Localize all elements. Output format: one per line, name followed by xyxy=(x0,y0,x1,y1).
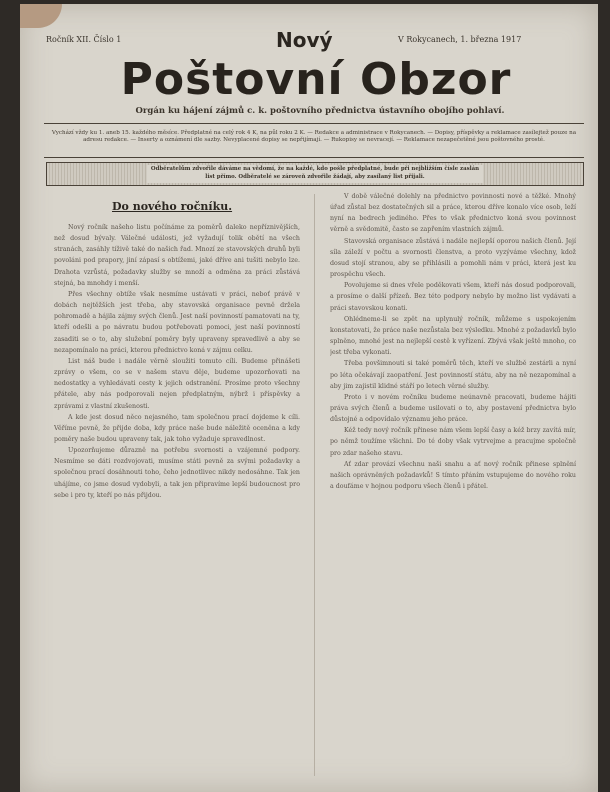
right-column xyxy=(330,191,576,783)
newspaper-title: Poštovní Obzor xyxy=(120,54,512,105)
page-corner-fold xyxy=(20,4,62,28)
masthead-novy: Nový xyxy=(276,28,333,52)
paragraph: Ohlédneme-li se zpět na uplynulý ročník, můžeme s uspokojením konstatovati, že práce naše nezůstala bez výsledku. Mnohé z požadavků bylo splněno, mnohé jest na nejlepší cestě k vyřízení. Zbývá však ještě mnoho, co jest třeba vykonati. xyxy=(330,315,576,357)
paragraph: A kde jest dosud něco nejasného, tam společnou prací dojdeme k cíli. Věříme pevně, že přijde doba, kdy práce naše bude náležitě oceněna a kdy poměry naše budou upraveny tak, jak toho vyžaduje spravedlnost. xyxy=(54,413,300,443)
paragraph: Ať zdar provází všechnu naši snahu a ať nový ročník přinese splnění našich oprávněných požadavků! S tímto přáním vstupujeme do nového roku a doufáme v hojnou podporu všech členů i přátel. xyxy=(330,460,576,491)
info-divider xyxy=(44,157,584,158)
paragraph: Stavovská organisace zůstává i nadále nejlepší oporou našich členů. Její síla záleží v počtu a svornosti členstva, a proto vyzýváme všechny, kdož dosud stojí stranou, aby se přihlásili a pomohli nám v práci, která jest ku prospěchu všech. xyxy=(330,237,576,279)
paragraph: List náš bude i nadále věrně sloužiti tomuto cíli. Budeme přinášeti zprávy o všem, co se v našem stavu děje, budeme upozorňovati na nedostatky a vyhledávati cesty k jejich odstranění. Prosíme proto všechny přátele, aby nás podporovali nejen předplatným, nýbrž i příspěvky a zprávami z vlastní zkušenosti. xyxy=(54,357,300,410)
left-column xyxy=(54,222,300,782)
subscriber-notice-box xyxy=(46,162,584,186)
paragraph: Nový ročník našeho listu počínáme za poměrů daleko nepříznivějších, než dosud bývaly. Válečné události, jež vyžadují tolik obětí na všech stranách, zasáhly tíživě také do našich řad. Mnozí ze stavovských druhů byli povoláni pod prapory, jiní zápasí s obtížemi, jaké dříve ani tušiti nebylo lze. Drahota vzrůstá, požadavky služby se množí a odměna za práci zůstává stejná, ba mnohdy i menší. xyxy=(54,224,300,287)
issue-number: Ročník XII. Číslo 1 xyxy=(46,35,122,44)
paragraph: Upozorňujeme důrazně na potřebu svornosti a vzájemné podpory. Nesmíme se dáti rozdvojovati, musíme státi pevně za svými požadavky a společnou prací dosáhnouti toho, čeho jednotlivec nikdy nedosáhne. Tak jen uhájíme, co jsme dosud vydobyli, a tak jen připravíme lepší budoucnost pro sebe i pro ty, kteří po nás přijdou. xyxy=(54,447,300,499)
newspaper-page xyxy=(20,4,598,792)
paragraph: Třeba povšimnouti si také poměrů těch, kteří ve službě zestárli a nyní po léta očekávají zaopatření. Jest povinností státu, aby na ně nezapomínal a aby jim zajistil klidné stáří po letech věrné služby. xyxy=(330,360,576,390)
top-divider xyxy=(44,123,584,124)
paragraph: Přes všechny obtíže však nesmíme ustávati v práci, neboť právě v dobách nejtěžších jest třeba, aby stavovská organisace pevně držela pohromadě a hájila zájmy svých členů. Jest naší povinností pamatovati na ty, kteří odešli a po návratu budou potřebovati pomoci, jest naší povinností zasaditi se o to, aby služební poměry byly upraveny spravedlivě a aby se nezapomínalo na práci, kterou přednictvo koná v zájmu celku. xyxy=(54,290,300,354)
paragraph: V době válečné dolehly na přednictvo povinnosti nové a těžké. Mnohý úřad zůstal bez dostatečných sil a práce, kterou dříve konalo více osob, leží nyní na bedrech jediného. Přes to však přednictvo koná svou povinnost věrně a svědomitě, často se zapřením vlastních zájmů. xyxy=(330,193,576,234)
subscriber-notice: Odběratelům zdvořile dáváme na vědomí, že na každé, kdo pošle předplatné, bude při nejbližším čísle zaslán list přímo. Odběratelé se zároveň zdvořile žádají, aby zasílaný list přijali. xyxy=(147,165,483,183)
newspaper-subtitle: Orgán ku hájení zájmů c. k. poštovního přednictva ústavního obojího pohlaví. xyxy=(135,106,505,116)
paragraph: Kéž tedy nový ročník přinese nám všem lepší časy a kéž brzy zavítá mír, po němž toužíme všichni. Do té doby však vytrvejme a pracujme společně pro zdar našeho stavu. xyxy=(330,427,576,457)
place-date: V Rokycanech, 1. března 1917 xyxy=(398,35,522,44)
paragraph: Proto i v novém ročníku budeme neúnavně pracovati, budeme hájiti práva svých členů a budeme usilovati o to, aby postavení přednictva bylo důstojné a odpovídalo významu jeho práce. xyxy=(330,393,576,424)
paragraph: Povolujeme si dnes vřele poděkovati všem, kteří nás dosud podporovali, a prosíme o další přízeň. Bez této podpory nebylo by možno list vydávati a práci stavovskou konati. xyxy=(330,282,576,312)
publication-info: Vychází vždy ku 1. aneb 15. každého měsíce. Předplatné na celý rok 4 K, na půl roku 2 K. — Redakce a administrace v Rokycanech. — Dopisy, příspěvky a reklamace zasílejtež pouze na adresu redakce. — Inserty a oznámení dle sazby. Nevyplacené dopisy se nepřijímají. — Rukopisy se nevracejí. — Reklamace nezapečetěné jsou poštovného prosté. xyxy=(51,130,577,144)
column-divider xyxy=(314,194,315,776)
article-heading: Do nového ročníku. xyxy=(112,200,233,213)
